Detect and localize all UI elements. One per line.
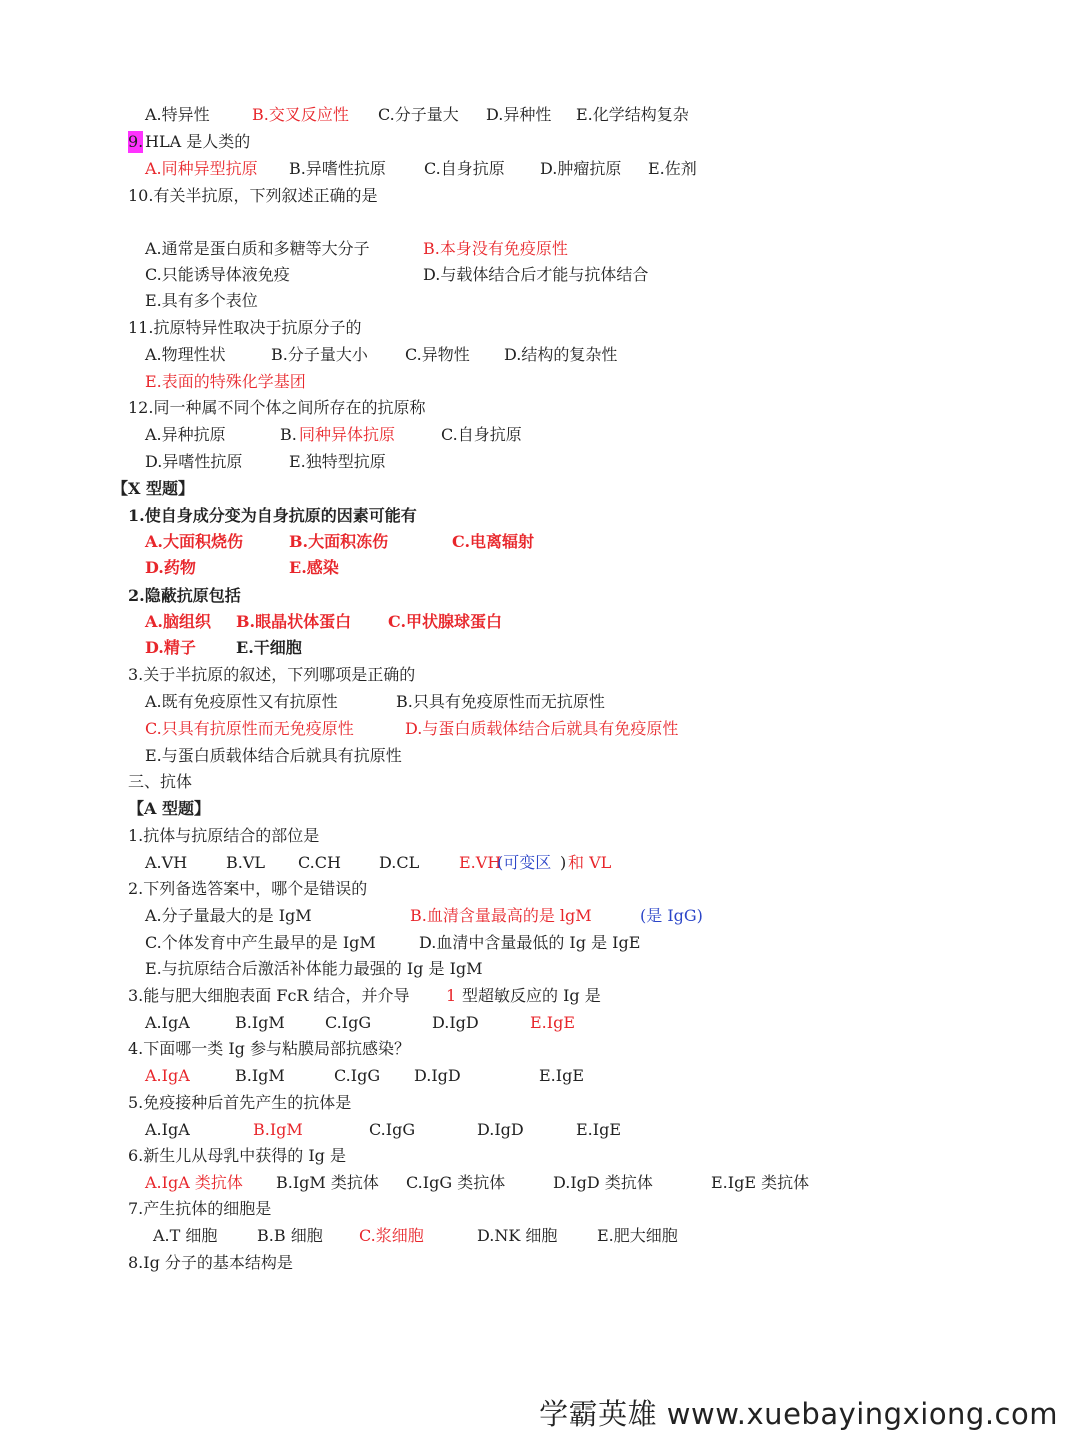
option: D.IgD 类抗体 — [553, 1173, 653, 1192]
note-paren: ) — [560, 853, 567, 872]
question-text: 6.新生儿从母乳中获得的 Ig 是 — [128, 1146, 347, 1165]
option: D.与载体结合后才能与抗体结合 — [423, 265, 649, 284]
q12-options — [0, 424, 1080, 446]
option: D.结构的复杂性 — [504, 345, 618, 364]
x-q3-options-3 — [0, 745, 1080, 767]
option: E.与蛋白质载体结合后就具有抗原性 — [145, 746, 402, 765]
answer-option: D.精子 — [145, 638, 196, 657]
option: E.IgE — [539, 1066, 585, 1085]
option: C.IgG — [325, 1013, 372, 1032]
s3-q4-stem — [0, 1038, 1080, 1060]
section-header: 【X 型题】 — [112, 479, 194, 498]
answer-option: C.电离辐射 — [452, 532, 535, 551]
note-text: (是 IgG) — [640, 906, 703, 925]
s3-q6-stem — [0, 1145, 1080, 1167]
a-section-header — [0, 798, 1080, 820]
option: E.化学结构复杂 — [576, 105, 689, 124]
s3-q8-stem — [0, 1252, 1080, 1274]
option: A.VH — [145, 853, 188, 872]
answer-option: A.大面积烧伤 — [145, 532, 243, 551]
option: E.具有多个表位 — [145, 291, 258, 310]
question-text: 型超敏反应的 Ig 是 — [462, 986, 601, 1005]
s3-q2-options-2 — [0, 932, 1080, 954]
question-text: 3.关于半抗原的叙述，下列哪项是正确的 — [128, 665, 416, 684]
q12-options-2 — [0, 451, 1080, 473]
answer-option: A.同种异型抗原 — [145, 159, 258, 178]
option: E.IgE — [576, 1120, 622, 1139]
question-text: 2.隐蔽抗原包括 — [128, 586, 241, 605]
option: A.IgA — [145, 1120, 190, 1139]
answer-option: B.本身没有免疫原性 — [423, 239, 568, 258]
footer-watermark: 学霸英雄 www.xuebayingxiong.com — [539, 1397, 1058, 1431]
q12-stem — [0, 397, 1080, 419]
option: E.IgE 类抗体 — [711, 1173, 810, 1192]
answer-option: E.IgE — [530, 1013, 576, 1032]
s3-q2-options — [0, 905, 1080, 927]
option: C.自身抗原 — [441, 425, 522, 444]
answer-option: 和 VL — [568, 853, 612, 872]
option: E.与抗原结合后激活补体能力最强的 Ig 是 IgM — [145, 959, 483, 978]
s3-q7-stem — [0, 1198, 1080, 1220]
s3-q2-stem — [0, 878, 1080, 900]
answer-option: B.交叉反应性 — [252, 105, 349, 124]
section3-title — [0, 771, 1080, 793]
option: B.IgM — [235, 1013, 285, 1032]
question-text: 7.产生抗体的细胞是 — [128, 1199, 272, 1218]
q11-options-2 — [0, 371, 1080, 393]
answer-option: D.药物 — [145, 558, 196, 577]
option: C.异物性 — [405, 345, 470, 364]
question-text: 2.下列备选答案中，哪个是错误的 — [128, 879, 368, 898]
x-section-header — [0, 478, 1080, 500]
x-q1-stem — [0, 505, 1080, 527]
option: A.IgA — [145, 1013, 190, 1032]
question-text: 10.有关半抗原，下列叙述正确的是 — [128, 186, 378, 205]
option: D.肿瘤抗原 — [540, 159, 622, 178]
question-text: 12.同一种属不同个体之间所存在的抗原称 — [128, 398, 426, 417]
option: D.IgD — [432, 1013, 479, 1032]
answer-option: C.只具有抗原性而无免疫原性 — [145, 719, 354, 738]
s3-q5-options — [0, 1119, 1080, 1141]
s3-q3-stem — [0, 985, 1080, 1007]
q10-stem — [0, 185, 1080, 207]
answer-option: E.VH — [459, 853, 502, 872]
s3-q4-options — [0, 1065, 1080, 1087]
note-text: (可变区 — [497, 853, 552, 872]
s3-q5-stem — [0, 1092, 1080, 1114]
option: D.血清中含量最低的 Ig 是 IgE — [419, 933, 641, 952]
option: D.IgD — [477, 1120, 524, 1139]
question-text: 11.抗原特异性取决于抗原分子的 — [128, 318, 362, 337]
answer-option: C.浆细胞 — [359, 1226, 424, 1245]
option: A.通常是蛋白质和多糖等大分子 — [145, 239, 370, 258]
answer-option: B.血清含量最高的是 lgM — [410, 906, 592, 925]
option: E.佐剂 — [648, 159, 697, 178]
q11-options — [0, 344, 1080, 366]
option: C.只能诱导体液免疫 — [145, 265, 290, 284]
option: D.异种性 — [486, 105, 552, 124]
answer-option: B.眼晶状体蛋白 — [236, 612, 352, 631]
answer-option: E.表面的特殊化学基团 — [145, 372, 306, 391]
q10-options-2 — [0, 264, 1080, 286]
x-q3-options — [0, 691, 1080, 713]
option: A.分子量最大的是 IgM — [145, 906, 312, 925]
answer-option: A.脑组织 — [145, 612, 211, 631]
question-text: 3.能与肥大细胞表面 FcR 结合，并介导 — [128, 986, 410, 1005]
x-q2-options — [0, 611, 1080, 633]
option: E.肥大细胞 — [597, 1226, 678, 1245]
option: B.B 细胞 — [257, 1226, 323, 1245]
option: C.CH — [298, 853, 341, 872]
answer-option: E.感染 — [289, 558, 339, 577]
s3-q6-options — [0, 1172, 1080, 1194]
question-text: 1.使自身成分变为自身抗原的因素可能有 — [128, 506, 417, 525]
answer-option: D.与蛋白质载体结合后就具有免疫原性 — [405, 719, 679, 738]
option: B.VL — [226, 853, 266, 872]
option: B.只具有免疫原性而无抗原性 — [396, 692, 605, 711]
s3-q7-options — [0, 1225, 1080, 1247]
q11-stem — [0, 317, 1080, 339]
option: C.自身抗原 — [424, 159, 505, 178]
option: A.物理性状 — [145, 345, 226, 364]
answer-option: C.甲状腺球蛋白 — [388, 612, 503, 631]
s3-q2-options-3 — [0, 958, 1080, 980]
question-text: 4.下面哪一类 Ig 参与粘膜局部抗感染？ — [128, 1039, 411, 1058]
option: D.NK 细胞 — [477, 1226, 558, 1245]
answer-option: A.IgA 类抗体 — [145, 1173, 243, 1192]
option: A.T 细胞 — [153, 1226, 218, 1245]
highlighted-number: 9. — [128, 132, 144, 151]
s3-q1-stem — [0, 825, 1080, 847]
x-q3-stem — [0, 664, 1080, 686]
q9-options — [0, 158, 1080, 180]
option: B.IgM 类抗体 — [276, 1173, 379, 1192]
section-title: 三、抗体 — [128, 772, 193, 791]
section-header: 【A 型题】 — [128, 799, 210, 818]
option: E.独特型抗原 — [289, 452, 386, 471]
option: A.异种抗原 — [145, 425, 226, 444]
x-q2-options-2 — [0, 637, 1080, 659]
option: C.个体发育中产生最早的是 IgM — [145, 933, 376, 952]
q8-options — [0, 104, 1080, 126]
option: D.异嗜性抗原 — [145, 452, 243, 471]
option: C.分子量大 — [378, 105, 459, 124]
x-q2-stem — [0, 585, 1080, 607]
option: C.IgG — [334, 1066, 381, 1085]
option: A.特异性 — [145, 105, 210, 124]
option: E.干细胞 — [236, 638, 302, 657]
option: C.IgG — [369, 1120, 416, 1139]
option: B.分子量大小 — [271, 345, 368, 364]
q9-stem — [0, 131, 1080, 153]
q10-options-3 — [0, 290, 1080, 312]
answer-option: B.大面积冻伤 — [289, 532, 389, 551]
x-q1-options — [0, 531, 1080, 553]
answer-option: 同种异体抗原 — [299, 425, 396, 444]
question-text-highlight: 1 — [446, 986, 457, 1005]
question-text: 8.Ig 分子的基本结构是 — [128, 1253, 293, 1272]
option: D.CL — [379, 853, 420, 872]
x-q1-options-2 — [0, 557, 1080, 579]
answer-option: B.IgM — [253, 1120, 303, 1139]
option: A.既有免疫原性又有抗原性 — [145, 692, 338, 711]
option: B.IgM — [235, 1066, 285, 1085]
question-text: HLA 是人类的 — [145, 132, 251, 151]
question-text: 5.免疫接种后首先产生的抗体是 — [128, 1093, 352, 1112]
answer-option: A.IgA — [145, 1066, 190, 1085]
s3-q1-options — [0, 852, 1080, 874]
q10-options-1 — [0, 238, 1080, 260]
option: D.IgD — [414, 1066, 461, 1085]
option: B.异嗜性抗原 — [289, 159, 386, 178]
option-prefix: B. — [280, 425, 297, 444]
x-q3-options-2 — [0, 718, 1080, 740]
s3-q3-options — [0, 1012, 1080, 1034]
question-text: 1.抗体与抗原结合的部位是 — [128, 826, 320, 845]
option: C.IgG 类抗体 — [406, 1173, 506, 1192]
